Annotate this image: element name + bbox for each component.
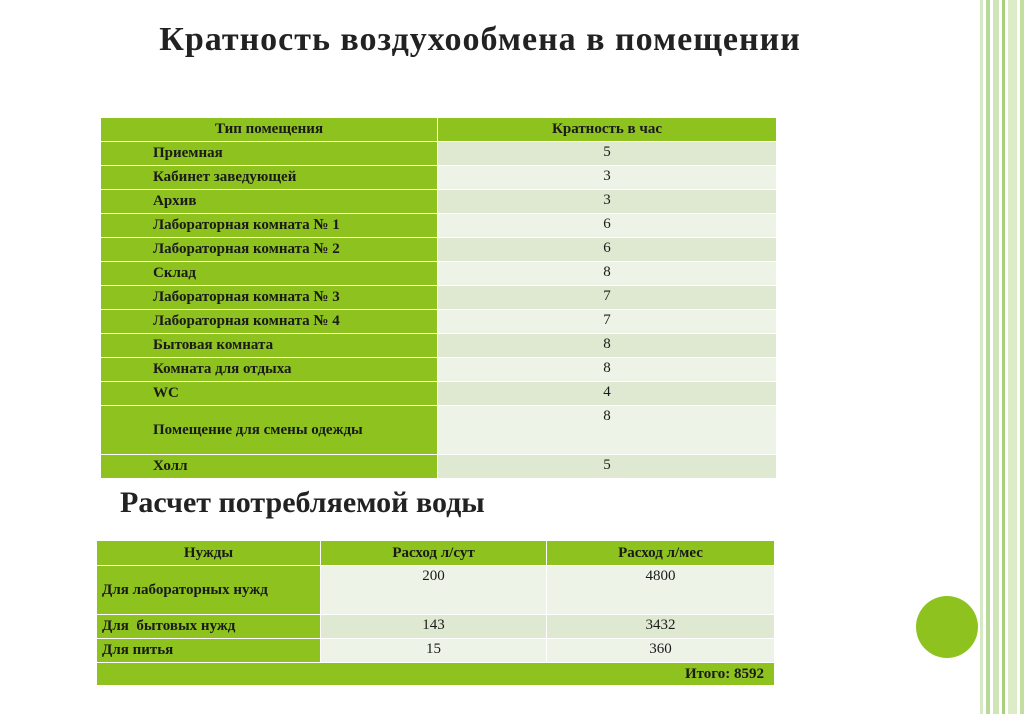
room-name: Лабораторная комната № 2 xyxy=(101,238,438,262)
need-name: Для питья xyxy=(97,639,321,663)
rate-value: 7 xyxy=(438,310,777,334)
total-value: Итого: 8592 xyxy=(97,663,775,686)
table-row xyxy=(101,166,777,190)
section-heading: Расчет потребляемой воды xyxy=(120,486,485,519)
room-name: Лабораторная комната № 1 xyxy=(101,214,438,238)
page-title: Кратность воздухообмена в помещении xyxy=(159,21,801,58)
rate-value: 3 xyxy=(438,166,777,190)
table-row xyxy=(97,566,775,615)
column-header: Тип помещения xyxy=(101,118,438,142)
table-row xyxy=(101,262,777,286)
per-month-value: 4800 xyxy=(547,566,775,615)
table-row xyxy=(101,334,777,358)
table-row xyxy=(101,214,777,238)
table-row xyxy=(101,406,777,455)
room-name: Склад xyxy=(101,262,438,286)
rate-value: 5 xyxy=(438,142,777,166)
rate-value: 4 xyxy=(438,382,777,406)
per-day-value: 15 xyxy=(321,639,547,663)
table-row xyxy=(97,615,775,639)
rate-value: 8 xyxy=(438,358,777,382)
room-name: Помещение для смены одежды xyxy=(101,406,438,455)
column-header: Кратность в час xyxy=(438,118,777,142)
column-header: Расход л/мес xyxy=(547,541,775,566)
room-name: Бытовая комната xyxy=(101,334,438,358)
room-name: WC xyxy=(101,382,438,406)
room-name: Кабинет заведующей xyxy=(101,166,438,190)
water-consumption-table xyxy=(96,540,775,686)
decorative-circle xyxy=(916,596,978,658)
table-row xyxy=(101,190,777,214)
table-row xyxy=(101,382,777,406)
table-header-row xyxy=(101,118,777,142)
per-day-value: 200 xyxy=(321,566,547,615)
table-row xyxy=(101,455,777,479)
per-month-value: 360 xyxy=(547,639,775,663)
room-name: Архив xyxy=(101,190,438,214)
rate-value: 6 xyxy=(438,214,777,238)
room-name: Лабораторная комната № 4 xyxy=(101,310,438,334)
rate-value: 5 xyxy=(438,455,777,479)
air-exchange-table xyxy=(100,117,777,479)
per-month-value: 3432 xyxy=(547,615,775,639)
column-header: Нужды xyxy=(97,541,321,566)
need-name: Для лабораторных нужд xyxy=(97,566,321,615)
table-row xyxy=(101,358,777,382)
decorative-stripes xyxy=(980,0,1024,714)
need-name: Для бытовых нужд xyxy=(97,615,321,639)
rate-value: 3 xyxy=(438,190,777,214)
room-name: Приемная xyxy=(101,142,438,166)
rate-value: 7 xyxy=(438,286,777,310)
table-row xyxy=(101,142,777,166)
table-row xyxy=(101,238,777,262)
per-day-value: 143 xyxy=(321,615,547,639)
table-header-row xyxy=(97,541,775,566)
rate-value: 8 xyxy=(438,406,777,455)
table-row xyxy=(101,310,777,334)
rate-value: 8 xyxy=(438,262,777,286)
table-row xyxy=(97,639,775,663)
column-header: Расход л/сут xyxy=(321,541,547,566)
rate-value: 8 xyxy=(438,334,777,358)
room-name: Холл xyxy=(101,455,438,479)
room-name: Лабораторная комната № 3 xyxy=(101,286,438,310)
rate-value: 6 xyxy=(438,238,777,262)
room-name: Комната для отдыха xyxy=(101,358,438,382)
total-row xyxy=(97,663,775,686)
table-row xyxy=(101,286,777,310)
